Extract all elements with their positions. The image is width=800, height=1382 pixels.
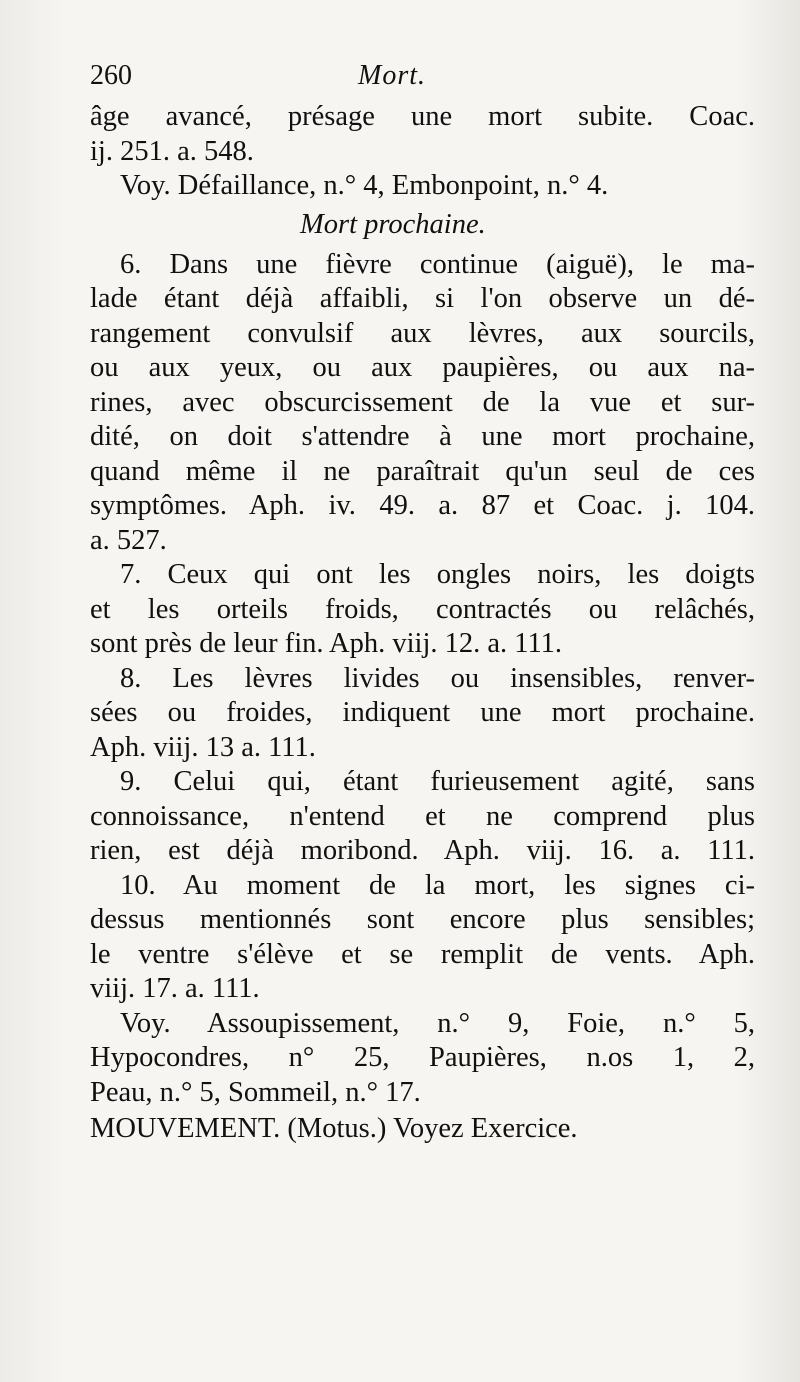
- paragraph-6-line: dité, on doit s'attendre à une mort prochaine,: [90, 421, 755, 452]
- paragraph-6-line: rines, avec obscurcissement de la vue et sur-: [90, 386, 755, 418]
- paragraph-6-line: quand même il ne paraîtrait qu'un seul de ces: [90, 455, 755, 487]
- cross-reference-line: Hypocondres, n° 25, Paupières, n.os 1, 2,: [90, 1042, 755, 1073]
- text-line: ij. 251. a. 548.: [90, 135, 254, 167]
- page-number: 260: [90, 60, 132, 91]
- paragraph-8-line: 8. Les lèvres livides ou insensibles, renver-: [120, 662, 755, 694]
- running-head: Mort.: [358, 60, 426, 91]
- paragraph-6-line: rangement convulsif aux lèvres, aux sourcils,: [90, 317, 755, 349]
- paragraph-10-line: le ventre s'élève et se remplit de vents. Aph.: [90, 938, 755, 970]
- paragraph-10-line: dessus mentionnés sont encore plus sensibles;: [90, 904, 755, 935]
- entry-mouvement: MOUVEMENT. (Motus.) Voyez Exercice.: [90, 1113, 578, 1144]
- paragraph-6-line: lade étant déjà affaibli, si l'on observe un dé-: [90, 283, 755, 314]
- paragraph-9-line: connoissance, n'entend et ne comprend plus: [90, 800, 755, 832]
- paragraph-8-line: sées ou froides, indiquent une mort prochaine.: [90, 697, 755, 728]
- text-line: âge avancé, présage une mort subite. Coac.: [90, 101, 755, 132]
- paragraph-7-line: sont près de leur fin. Aph. viij. 12. a. 111.: [90, 628, 563, 659]
- page-body: [90, 100, 755, 1152]
- paragraph-6-line: 6. Dans une fièvre continue (aiguë), le ma-: [120, 248, 755, 280]
- paragraph-7-line: 7. Ceux qui ont les ongles noirs, les doigts: [120, 559, 755, 590]
- cross-reference-line: Peau, n.° 5, Sommeil, n.° 17.: [90, 1076, 421, 1108]
- paragraph-7-line: et les orteils froids, contractés ou relâchés,: [90, 593, 755, 625]
- paragraph-6-line: a. 527.: [90, 524, 167, 556]
- cross-reference-line: Voy. Défaillance, n.° 4, Embonpoint, n.° 4.: [120, 170, 609, 201]
- paragraph-10-line: viij. 17. a. 111.: [90, 973, 260, 1004]
- paragraph-8-line: Aph. viij. 13 a. 111.: [90, 731, 316, 763]
- paragraph-6-line: symptômes. Aph. iv. 49. a. 87 et Coac. j. 104.: [90, 490, 755, 521]
- cross-reference-line: Voy. Assoupissement, n.° 9, Foie, n.° 5,: [120, 1007, 755, 1039]
- paragraph-9-line: 9. Celui qui, étant furieusement agité, sans: [120, 766, 755, 797]
- paragraph-6-line: ou aux yeux, ou aux paupières, ou aux na-: [90, 352, 755, 383]
- paragraph-9-line: rien, est déjà moribond. Aph. viij. 16. a. 111.: [90, 835, 755, 866]
- section-title: Mort prochaine.: [300, 208, 486, 240]
- paragraph-10-line: 10. Au moment de la mort, les signes ci-: [120, 869, 755, 901]
- page-header: [90, 60, 760, 100]
